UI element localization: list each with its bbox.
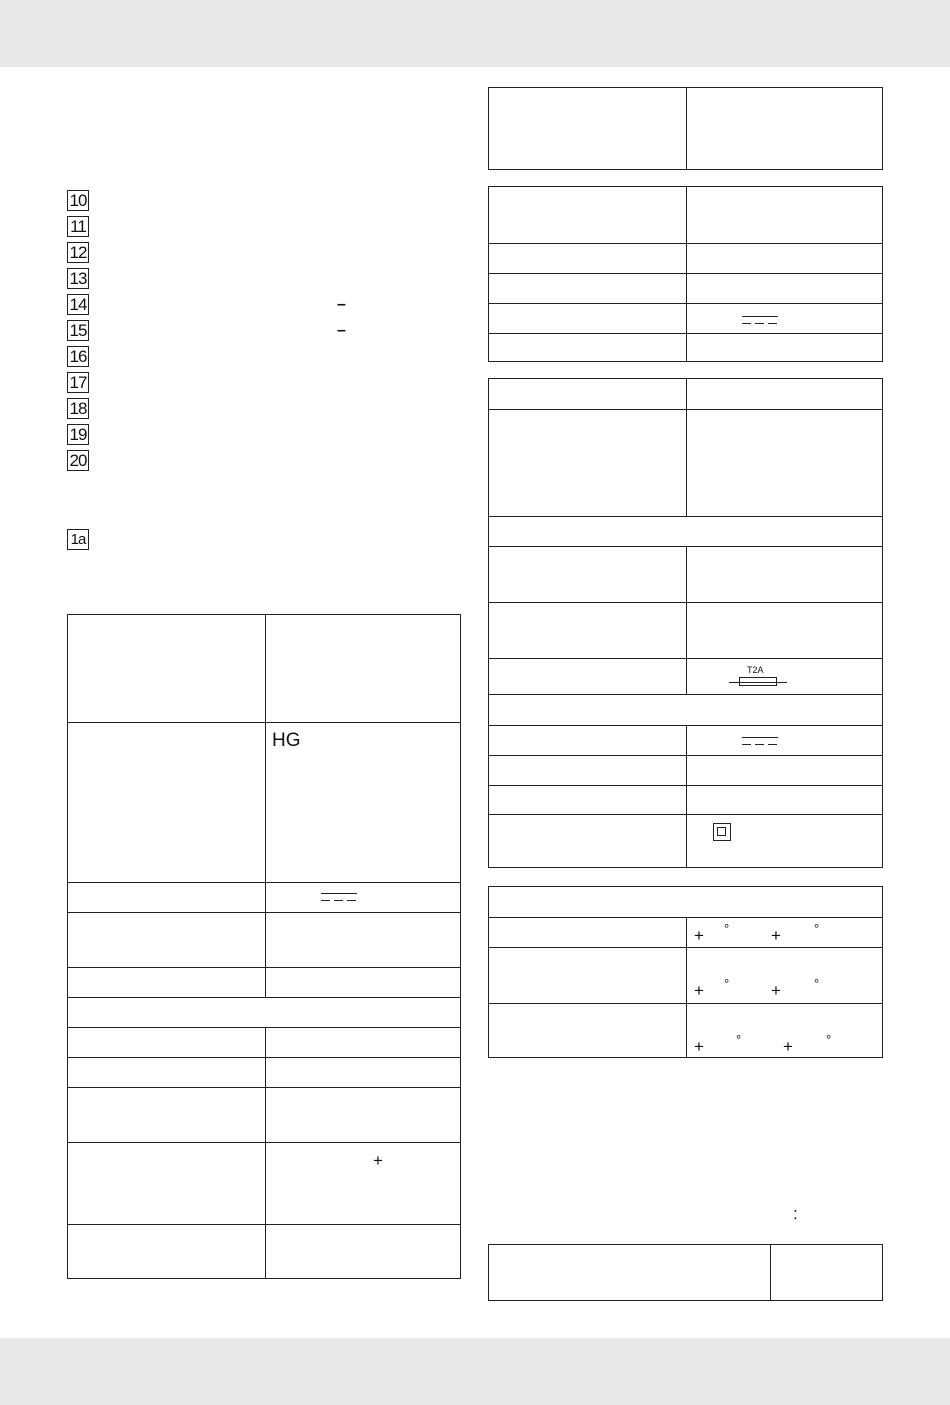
header-band: [0, 0, 950, 67]
dc-current-icon: [742, 737, 778, 749]
table-row: [489, 602, 882, 658]
callout-14: 14: [67, 294, 89, 315]
plus-sign: +: [694, 926, 704, 945]
table-row: [489, 409, 882, 516]
minus-mark: –: [337, 322, 346, 339]
table-row: [68, 882, 460, 912]
dc-current-icon: [742, 316, 778, 328]
callout-10: 10: [67, 190, 89, 211]
table-section-header: [489, 516, 882, 546]
degree-sign: °: [736, 1032, 742, 1047]
table-row: [68, 615, 460, 722]
plus-sign: +: [694, 981, 704, 1000]
table-row: [489, 785, 882, 814]
specs-table-right-1: [488, 87, 883, 170]
fuse-icon: [729, 666, 787, 688]
degree-sign: °: [826, 1032, 832, 1047]
callout-1a: 1a: [67, 529, 89, 550]
table-row: [68, 1142, 460, 1224]
callout-20: 20: [67, 450, 89, 471]
plus-sign: +: [771, 926, 781, 945]
table-row: [489, 303, 882, 333]
specs-table-right-4: [488, 886, 883, 1058]
table-row: [68, 1224, 460, 1279]
callout-11: 11: [67, 216, 89, 237]
table-row: [68, 1057, 460, 1087]
table-row: [489, 947, 882, 1003]
model-code: HG: [272, 730, 301, 751]
footer-band: [0, 1338, 950, 1405]
callout-18: 18: [67, 398, 89, 419]
callout-16: 16: [67, 346, 89, 367]
specs-table-right-3: [488, 378, 883, 868]
table-row: [489, 658, 882, 694]
table-row: [68, 722, 460, 882]
table-section-header: [489, 887, 882, 917]
table-row: [489, 755, 882, 785]
table-row: [489, 88, 882, 170]
plus-sign: +: [373, 1151, 383, 1170]
degree-sign: °: [814, 921, 820, 936]
table-row: [68, 1087, 460, 1142]
table-row: [489, 379, 882, 409]
table-row: [489, 187, 882, 243]
table-row: [489, 725, 882, 755]
callout-17: 17: [67, 372, 89, 393]
table-row: [489, 243, 882, 273]
plus-sign: +: [783, 1037, 793, 1056]
plus-sign: +: [771, 981, 781, 1000]
table-row: [489, 917, 882, 947]
table-row: [489, 814, 882, 868]
table-row: [68, 1027, 460, 1057]
plus-sign: +: [694, 1037, 704, 1056]
degree-sign: °: [724, 976, 730, 991]
callout-19: 19: [67, 424, 89, 445]
table-row: [489, 333, 882, 362]
protection-class-ii-icon: [713, 823, 731, 841]
table-row: [489, 1245, 882, 1301]
minus-mark: –: [337, 296, 346, 313]
fuse-label: T2A: [747, 665, 764, 675]
table-row: [489, 273, 882, 303]
colon-mark: :: [793, 1204, 798, 1223]
callout-12: 12: [67, 242, 89, 263]
specs-table-left: [67, 614, 461, 1279]
table-row: [68, 912, 460, 967]
degree-sign: °: [724, 921, 730, 936]
degree-sign: °: [814, 976, 820, 991]
callout-13: 13: [67, 268, 89, 289]
dc-current-icon: [321, 893, 357, 905]
table-row: [489, 546, 882, 602]
table-section-header: [68, 997, 460, 1027]
callout-15: 15: [67, 320, 89, 341]
table-section-header: [489, 694, 882, 725]
specs-table-right-2: [488, 186, 883, 362]
specs-table-right-5: [488, 1244, 883, 1301]
table-row: [489, 1003, 882, 1058]
table-row: [68, 967, 460, 997]
